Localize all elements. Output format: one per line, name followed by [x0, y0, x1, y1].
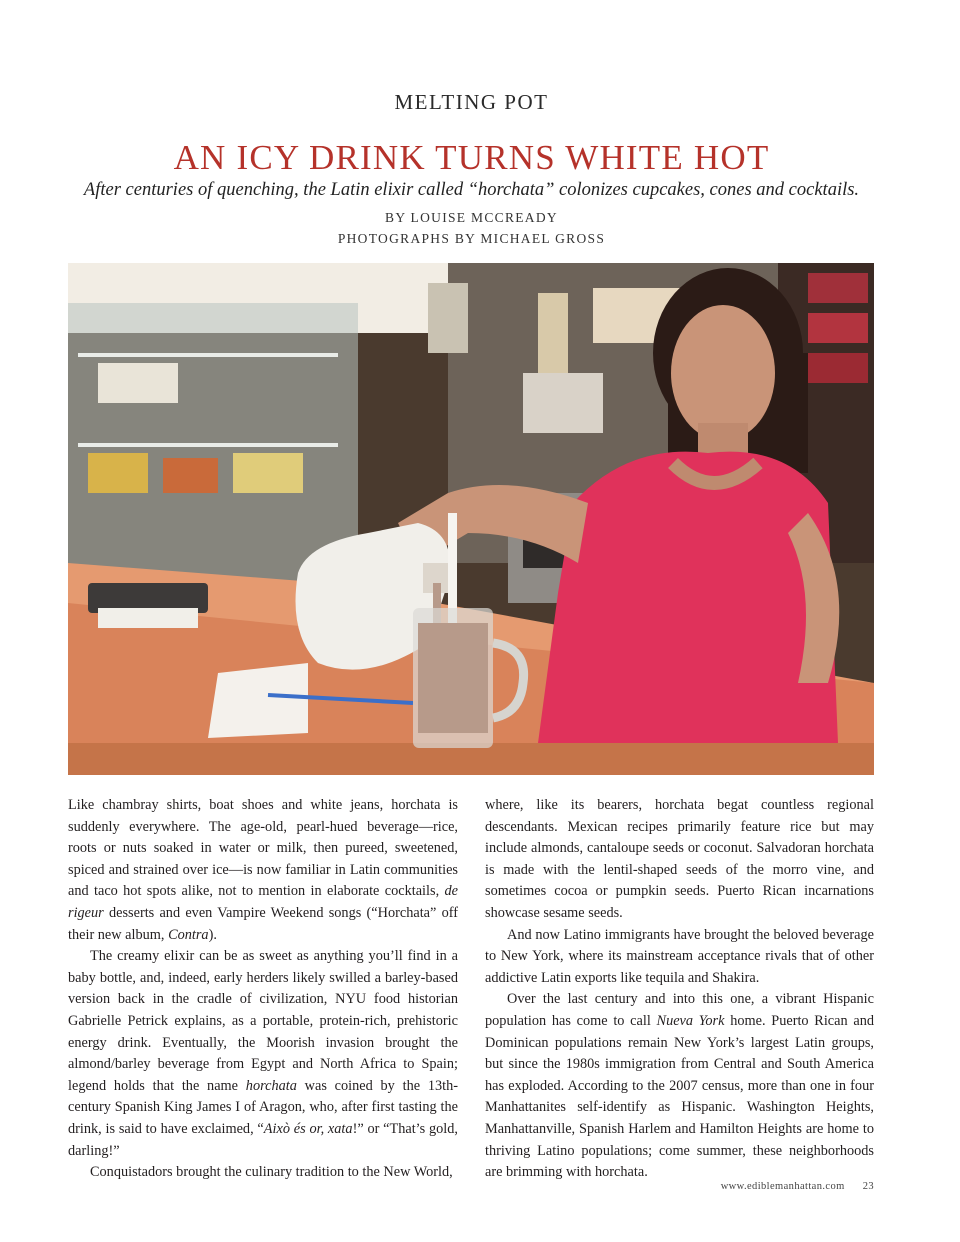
body-paragraph — [68, 1162, 458, 1184]
page-number: 23 — [862, 1181, 874, 1192]
paragraph-text: And now Latino immigrants have brought the beloved beverage to New York, where its mainstream acceptance rivals that of other addictive Latin exports like tequila and Shakira. — [485, 926, 874, 986]
article-photo — [68, 263, 874, 775]
body-paragraph — [68, 795, 458, 946]
italic-text: Això és or, xata — [263, 1120, 353, 1137]
body-paragraph — [68, 946, 458, 1162]
body-paragraph — [485, 925, 874, 990]
body-column-right — [485, 795, 874, 1184]
paragraph-text: Like chambray shirts, boat shoes and white jeans, horchata is suddenly everywhere. The age-old, pearl-hued beverage—rice, roots or nuts soaked in water or milk, then pureed, sweetened, spiced and strained over ice—is now familiar in Latin communities and taco hot spots alike, not to mention in elaborate cocktails, — [68, 797, 458, 900]
body-column-left — [68, 795, 458, 1184]
paragraph-text: The creamy elixir can be as sweet as anything you’ll find in a baby bottle, and, indeed, early herders likely swilled a barley-based version back in the cradle of civilization, NYU food historian Gabrielle Petrick explains, as a portable, protein-rich, prehistoric energy drink. Eventually, the Moorish invasion brought the almond/barley beverage from Egypt and North Africa to Spain; legend holds that the name — [68, 948, 458, 1094]
section-label: MELTING POT — [394, 90, 549, 114]
paragraph-text: ). — [208, 926, 217, 943]
paragraph-text: where, like its bearers, horchata begat countless regional descendants. Mexican recipes primarily feature rice but may include almonds, cantaloupe seeds or coconut. Salvadoran horchata is made with the lentil-shaped seeds of the morro vine, and sometimes cocoa or pumpkin seeds. Puerto Rican incarnations showcase sesame seeds. — [485, 797, 874, 921]
paragraph-text: !” or “That’s gold, darling!” — [68, 1120, 458, 1159]
footer-url: www.ediblemanhattan.com — [720, 1181, 845, 1192]
page-footer — [721, 1181, 874, 1192]
byline: BY LOUISE MCCREADY — [385, 210, 558, 225]
body-paragraph — [485, 989, 874, 1183]
paragraph-text: desserts and even Vampire Weekend songs (“Horchata” off their new album, — [68, 904, 458, 943]
paragraph-text: was coined by the 13th-century Spanish King James I of Aragon, who, after first tasting the drink, is said to have exclaimed, “ — [68, 1077, 459, 1137]
italic-text: Nueva York — [656, 1012, 725, 1029]
woman-face — [671, 305, 775, 441]
photo-credit: PHOTOGRAPHS BY MICHAEL GROSS — [337, 231, 606, 246]
article-headline: AN ICY DRINK TURNS WHITE HOT — [173, 138, 770, 177]
photo-illustration — [68, 263, 874, 775]
paragraph-text: home. Puerto Rican and Dominican populations remain New York’s largest Latin groups, but since the 1980s immigration from Central and South America has exploded. According to the 2007 census, more than one in four Manhattanites self-identify as Hispanic. Washington Heights, Manhattanville, Spanish Harlem and Hamilton Heights are home to thriving Latino populations; come summer, these neighborhoods are brimming with horchata. — [485, 1012, 875, 1181]
italic-text: de rigeur — [68, 883, 458, 921]
pink-shirt — [538, 452, 838, 743]
article-dek: After centuries of quenching, the Latin elixir called “horchata” colonizes cupcakes, cones and cocktails. — [83, 180, 860, 200]
italic-text: Contra — [168, 926, 209, 943]
italic-text: horchata — [245, 1077, 297, 1094]
body-paragraph — [485, 795, 874, 925]
paragraph-text: Conquistadors brought the culinary tradition to the New World, — [90, 1164, 453, 1181]
paragraph-text: Over the last century and into this one, a vibrant Hispanic population has come to call — [485, 991, 874, 1029]
